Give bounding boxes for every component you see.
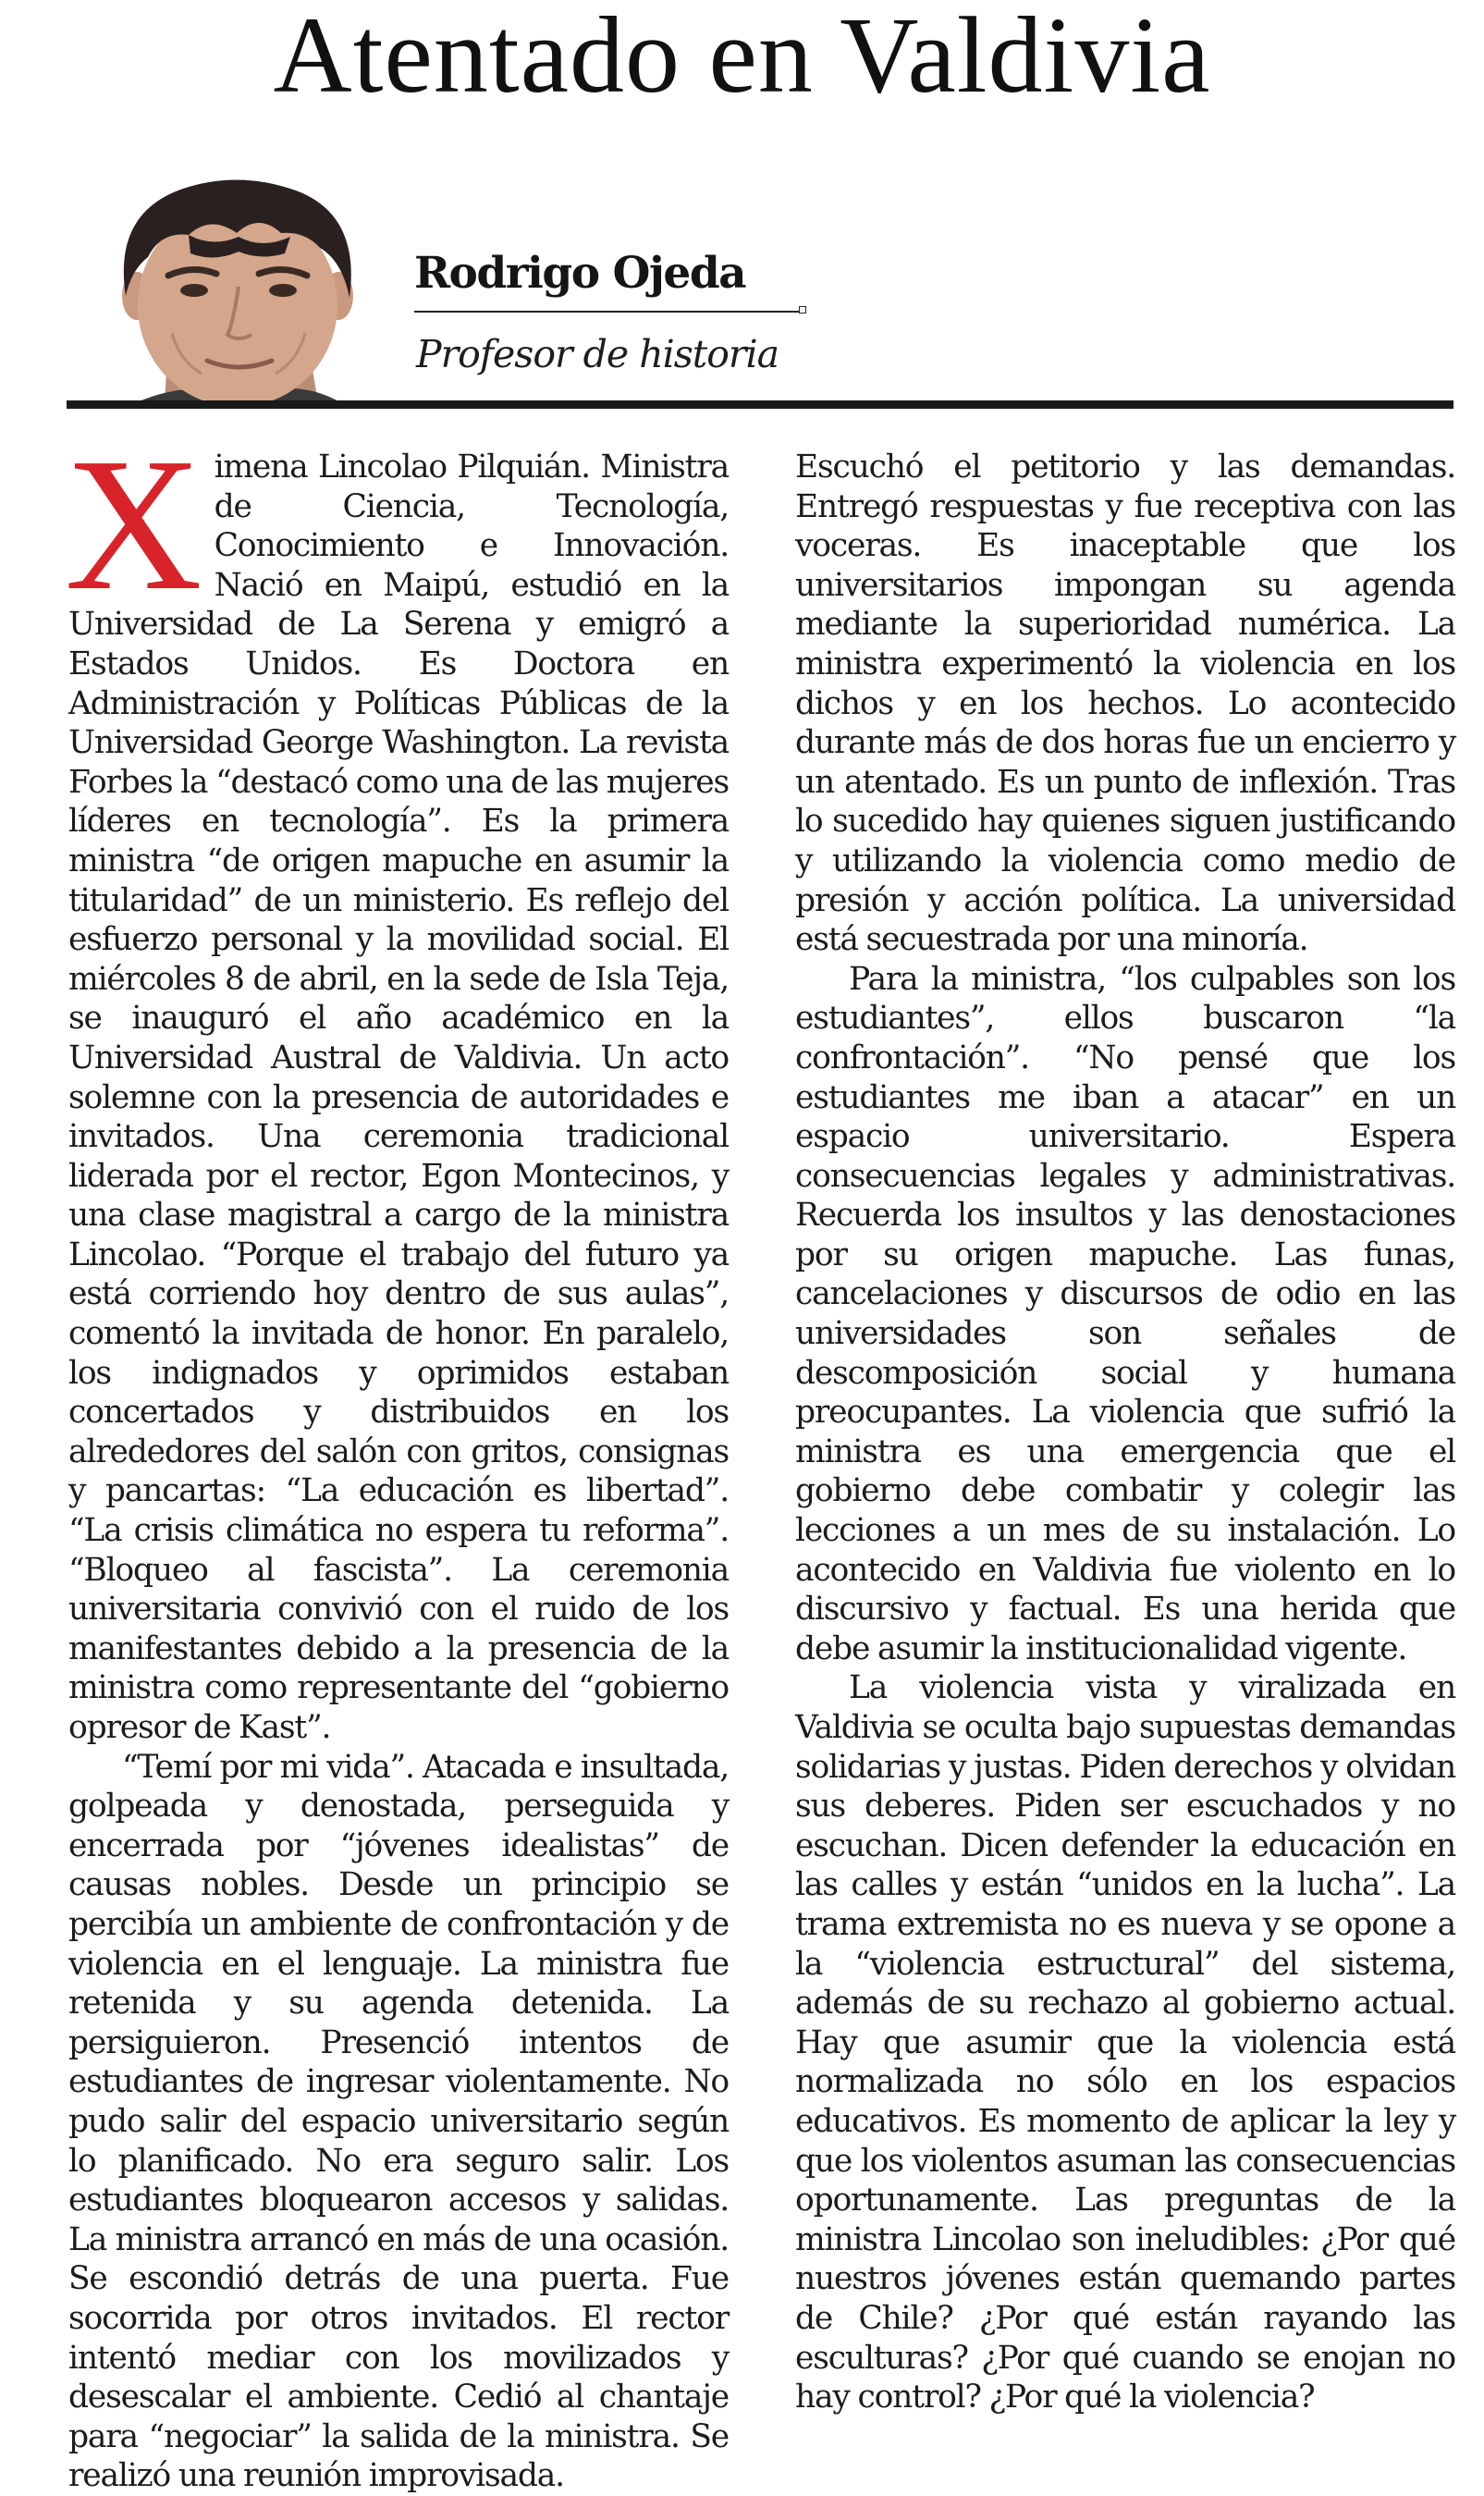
article-paragraph: Para la ministra, “los culpables son los estudiantes”, ellos buscaron “la confrontación”. “No pensé que los estudiantes me iban a atacar” en un espacio universitario. Espera consecuencias legales y administrativas. Recuerda los insultos y las denostaciones por su origen mapuche. Las funas, cancelaciones y discursos de odio en las universidades son señales de descomposición social y humana preocupantes. La violencia que sufrió la ministra es una emergencia que el gobierno debe combatir y colegir las lecciones a un mes de su instalación. Lo acontecido en Valdivia fue violento en lo discursivo y factual. Es una herida que debe asumir la institucionalidad vigente. — [795, 960, 1455, 1667]
article-paragraph: “Temí por mi vida”. Atacada e insultada, golpeada y denostada, perseguida y encerrada por “jóvenes idealistas” de causas nobles. Desde un principio se percibía un ambiente de confrontación y de violencia en el lenguaje. La ministra fue retenida y su agenda detenida. La persiguieron. Presenció intentos de estudiantes de ingresar violentamente. No pudo salir del espacio universitario según lo planificado. No era seguro salir. Los estudiantes bloquearon accesos y salidas. La ministra arrancó en más de una ocasión. Se escondió detrás de una puerta. Fue socorrida por otros invitados. El rector intentó mediar con los movilizados y desescalar el ambiente. Cedió al chantaje para “negociar” la salida de la ministra. Se realizó una reunión improvisada. — [68, 1748, 729, 2495]
article-paragraph: Escuchó el petitorio y las demandas. Entregó respuestas y fue receptiva con las voceras. Es inaceptable que los universitarios impongan su agenda mediante la superioridad numérica. La ministra experimentó la violencia en los dichos y en los hechos. Lo acontecido durante más de dos horas fue un encierro y un atentado. Es un punto de inflexión. Tras lo sucedido hay quienes siguen justificando y utilizando la violencia como medio de presión y acción política. La universidad está secuestrada por una minoría. — [795, 449, 1455, 959]
article-paragraph — [65, 418, 729, 1748]
article-paragraph: La violencia vista y viralizada en Valdivia se oculta bajo supuestas demandas solidarias y justas. Piden derechos y olvidan sus deberes. Piden ser escuchados y no escuchan. Dicen defender la educación en las calles y están “unidos en la lucha”. La trama extremista no es nueva y se opone a la “violencia estructural” del sistema, además de su rechazo al gobierno actual. Hay que asumir que la violencia está normalizada no sólo en los espacios educativos. Es momento de aplicar la ley y que los violentos asuman las consecuencias oportunamente. Las preguntas de la ministra Lincolao son ineludibles: ¿Por qué nuestros jóvenes están quemando partes de Chile? ¿Por qué están rayando las esculturas? ¿Por qué cuando se enojan no hay control? ¿Por qué la violencia? — [795, 1669, 1455, 2416]
article-column-left — [65, 418, 729, 2496]
article-column-right — [795, 448, 1455, 2417]
paragraph-text: imena Lincolao Pilquián. Ministra de Ciencia, Tecnología, Conocimiento e Innovación. Nació en Maipú, estudió en la Universidad de La Serena y emigró a Estados Unidos. Es Doctora en Administración y Políticas Públicas de la Universidad George Washington. La revista Forbes la “destacó como una de las mujeres líderes en tecnología”. Es la primera ministra “de origen mapuche en asumir la titularidad” de un ministerio. Es reflejo del esfuerzo personal y la movilidad social. El miércoles 8 de abril, en la sede de Isla Teja, se inauguró el año académico en la Universidad Austral de Valdivia. Un acto solemne con la presencia de autoridades e invitados. Una ceremonia tradicional liderada por el rector, Egon Montecinos, y una clase magistral a cargo de la ministra Lincolao. “Porque el trabajo del futuro ya está corriendo hoy dentro de sus aulas”, comentó la invitada de honor. En paralelo, los indignados y oprimidos estaban concertados y distribuidos en los alrededores del salón con gritos, consignas y pancartas: “La educación es libertad”. “La crisis climática no espera tu reforma”. “Bloqueo al fascista”. La ceremonia universitaria convivió con el ruido de los manifestantes debido a la presencia de la ministra como representante del “gobierno opresor de Kast”. — [68, 449, 729, 1746]
author-name: Rodrigo Ojeda — [414, 248, 746, 299]
author-rule-end-marker — [799, 306, 806, 314]
headline: Atentado en Valdivia — [273, 0, 1211, 116]
header-divider — [67, 400, 1453, 409]
author-photo — [100, 176, 373, 402]
author-role: Profesor de historia — [416, 332, 779, 376]
author-name-rule — [414, 311, 801, 313]
drop-cap: X — [65, 418, 202, 630]
